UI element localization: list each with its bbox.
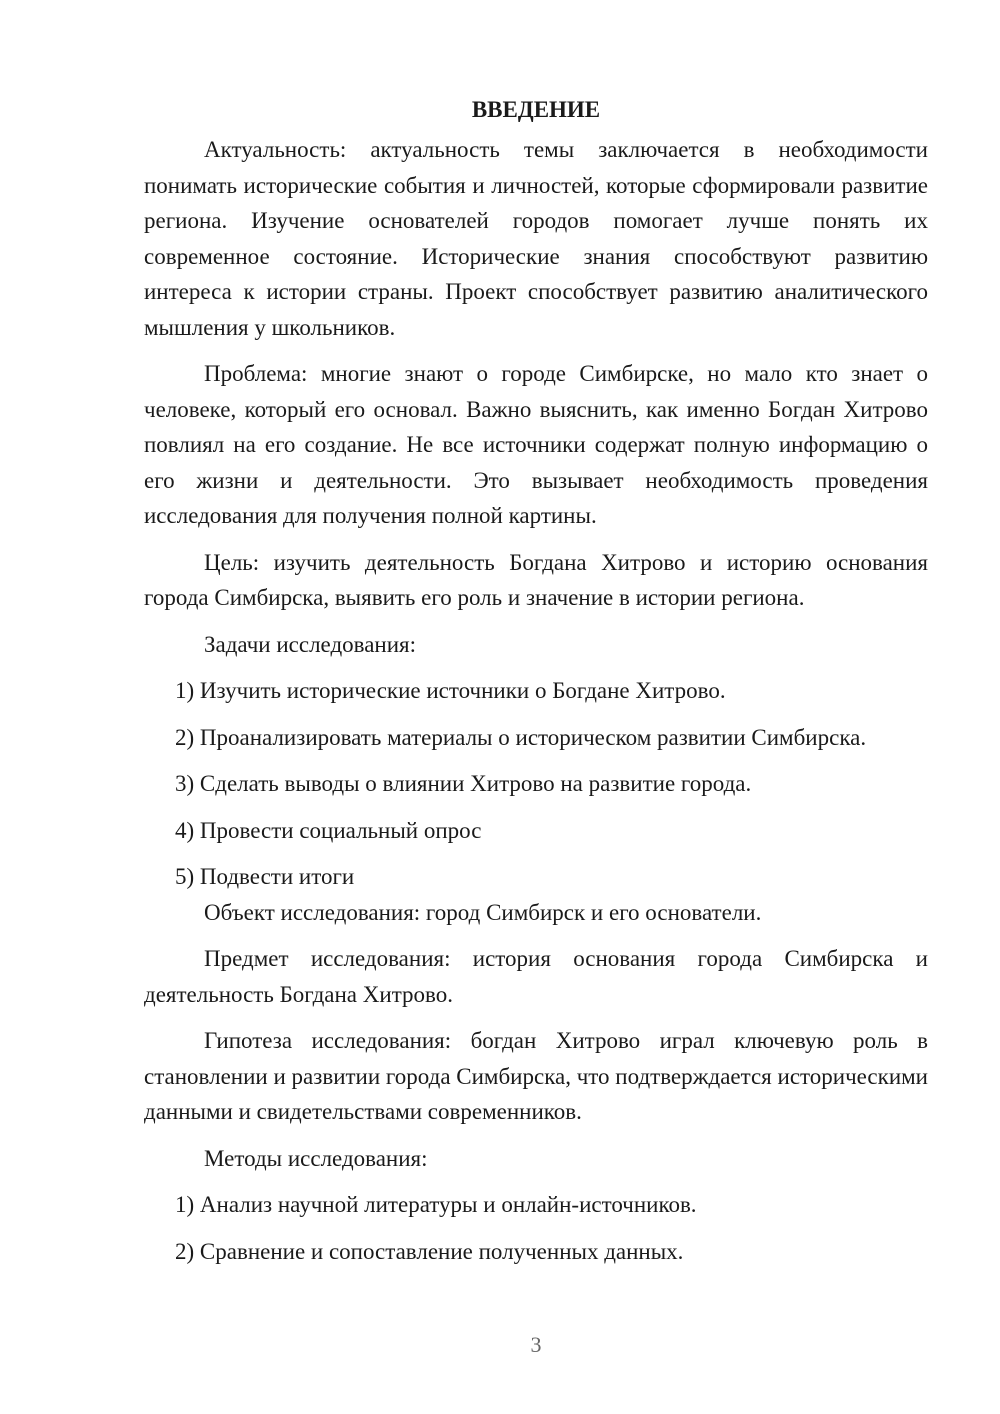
task-item-4: 4) Провести социальный опрос (175, 817, 482, 843)
tasks-heading: Задачи исследования: (204, 631, 417, 657)
subject-paragraph: Предмет исследования: история основания города Симбирска и деятельность Богдана Хитрово. (144, 946, 928, 1007)
page-number: 3 (530, 1332, 542, 1357)
relevance-paragraph: Актуальность: актуальность темы заключается в необходимости понимать исторические события и личностей, которые сформировали развитие региона. Изучение основателей городов помогает лучше понять их современное состояние. Исторические знания способствуют развитию интереса к истории страны. Проект способствует развитию аналитического мышления у школьников. (144, 137, 928, 340)
task-item-3: 3) Сделать выводы о влиянии Хитрово на развитие города. (175, 771, 752, 796)
document-page (144, 92, 928, 1269)
hypothesis-paragraph: Гипотеза исследования: богдан Хитрово играл ключевую роль в становлении и развитии города Симбирска, что подтверждается историческими данными и свидетельствами современников. (144, 1028, 928, 1124)
section-heading: ВВЕДЕНИЕ (471, 97, 601, 122)
method-item-1: 1) Анализ научной литературы и онлайн-источников. (175, 1192, 697, 1217)
task-item-2: 2) Проанализировать материалы о историческом развитии Симбирска. (175, 724, 867, 750)
methods-heading: Методы исследования: (204, 1145, 428, 1171)
problem-paragraph: Проблема: многие знают о городе Симбирске, но мало кто знает о человеке, который его основал. Важно выяснить, как именно Богдан Хитрово повлиял на его создание. Не все источники содержат полную информацию о его жизни и деятельности. Это вызывает необходимость проведения исследования для получения полной картины. (144, 361, 928, 528)
task-item-1: 1) Изучить исторические источники о Богдане Хитрово. (175, 678, 726, 703)
object-paragraph: Объект исследования: город Симбирск и его основатели. (204, 899, 762, 925)
method-item-2: 2) Сравнение и сопоставление полученных данных. (175, 1238, 684, 1264)
task-item-5: 5) Подвести итоги (175, 864, 355, 889)
goal-paragraph: Цель: изучить деятельность Богдана Хитрово и историю основания города Симбирска, выявить его роль и значение в истории региона. (144, 549, 928, 610)
